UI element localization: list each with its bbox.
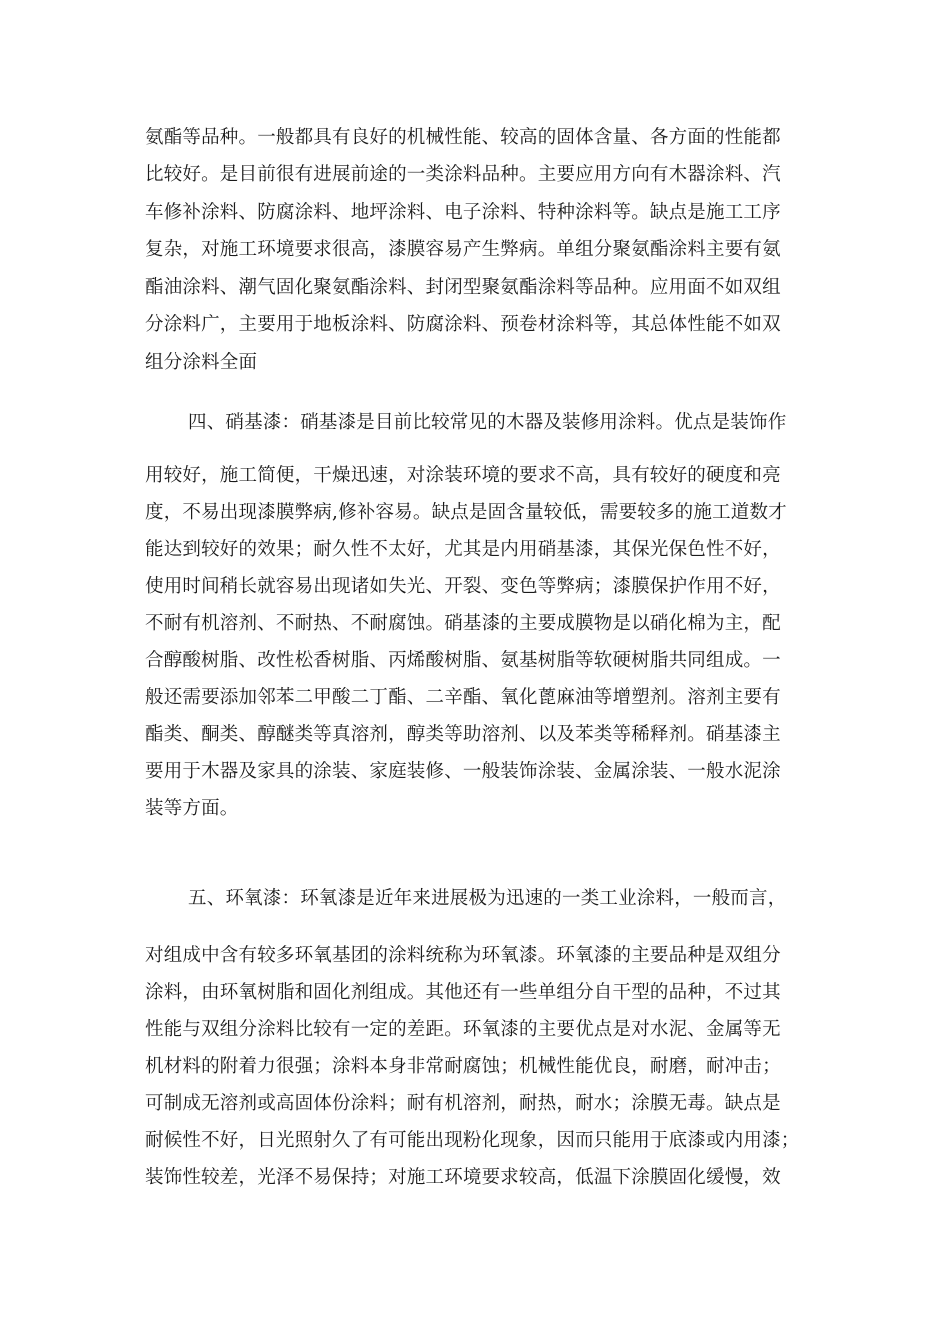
paragraph-heading-line: 五、环氧漆：环氧漆是近年来进展极为迅速的一类工业涂料，一般而言， (188, 888, 787, 909)
text-line: 酯油涂料、潮气固化聚氨酯涂料、封闭型聚氨酯涂料等品种。应用面不如双组 (145, 277, 781, 298)
text-line: 装饰性较差，光泽不易保持；对施工环境要求较高，低温下涂膜固化缓慢，效 (145, 1167, 781, 1188)
text-line: 分涂料广，主要用于地板涂料、防腐涂料、预卷材涂料等，其总体性能不如双 (145, 314, 781, 335)
text-line: 耐候性不好，日光照射久了有可能出现粉化现象，因而只能用于底漆或内用漆； (145, 1130, 800, 1151)
text-line: 用较好，施工简便，干燥迅速，对涂装环境的要求不高，具有较好的硬度和亮 (145, 465, 781, 486)
text-line: 机材料的附着力很强；涂料本身非常耐腐蚀；机械性能优良，耐磨，耐冲击； (145, 1056, 781, 1077)
text-line: 酯类、酮类、醇醚类等真溶剂，醇类等助溶剂、以及苯类等稀释剂。硝基漆主 (145, 724, 781, 745)
text-line: 车修补涂料、防腐涂料、地坪涂料、电子涂料、特种涂料等。缺点是施工工序 (145, 202, 781, 223)
text-line: 般还需要添加邻苯二甲酸二丁酯、二辛酯、氧化蓖麻油等增塑剂。溶剂主要有 (145, 687, 781, 708)
text-line: 能达到较好的效果；耐久性不太好，尤其是内用硝基漆，其保光保色性不好， (145, 539, 781, 560)
text-line: 合醇酸树脂、改性松香树脂、丙烯酸树脂、氨基树脂等软硬树脂共同组成。一 (145, 650, 781, 671)
text-line: 组分涂料全面 (145, 352, 258, 373)
text-line: 装等方面。 (145, 798, 239, 819)
text-line: 使用时间稍长就容易出现诸如失光、开裂、变色等弊病；漆膜保护作用不好， (145, 576, 781, 597)
text-line: 度，不易出现漆膜弊病,修补容易。缺点是固含量较低，需要较多的施工道数才 (145, 502, 787, 523)
paragraph-heading-line: 四、硝基漆：硝基漆是目前比较常见的木器及装修用涂料。优点是装饰作 (188, 412, 787, 433)
text-line: 对组成中含有较多环氧基团的涂料统称为环氧漆。环氧漆的主要品种是双组分 (145, 945, 781, 966)
text-line: 可制成无溶剂或高固体份涂料；耐有机溶剂，耐热，耐水；涂膜无毒。缺点是 (145, 1093, 781, 1114)
text-line: 不耐有机溶剂、不耐热、不耐腐蚀。硝基漆的主要成膜物是以硝化棉为主，配 (145, 613, 781, 634)
text-line: 性能与双组分涂料比较有一定的差距。环氧漆的主要优点是对水泥、金属等无 (145, 1019, 781, 1040)
text-line: 氨酯等品种。一般都具有良好的机械性能、较高的固体含量、各方面的性能都 (145, 127, 781, 148)
text-line: 涂料，由环氧树脂和固化剂组成。其他还有一些单组分自干型的品种，不过其 (145, 982, 781, 1003)
text-line: 比较好。是目前很有进展前途的一类涂料品种。主要应用方向有木器涂料、汽 (145, 164, 781, 185)
text-line: 要用于木器及家具的涂装、家庭装修、一般装饰涂装、金属涂装、一般水泥涂 (145, 761, 781, 782)
text-line: 复杂，对施工环境要求很高，漆膜容易产生弊病。单组分聚氨酯涂料主要有氨 (145, 239, 781, 260)
